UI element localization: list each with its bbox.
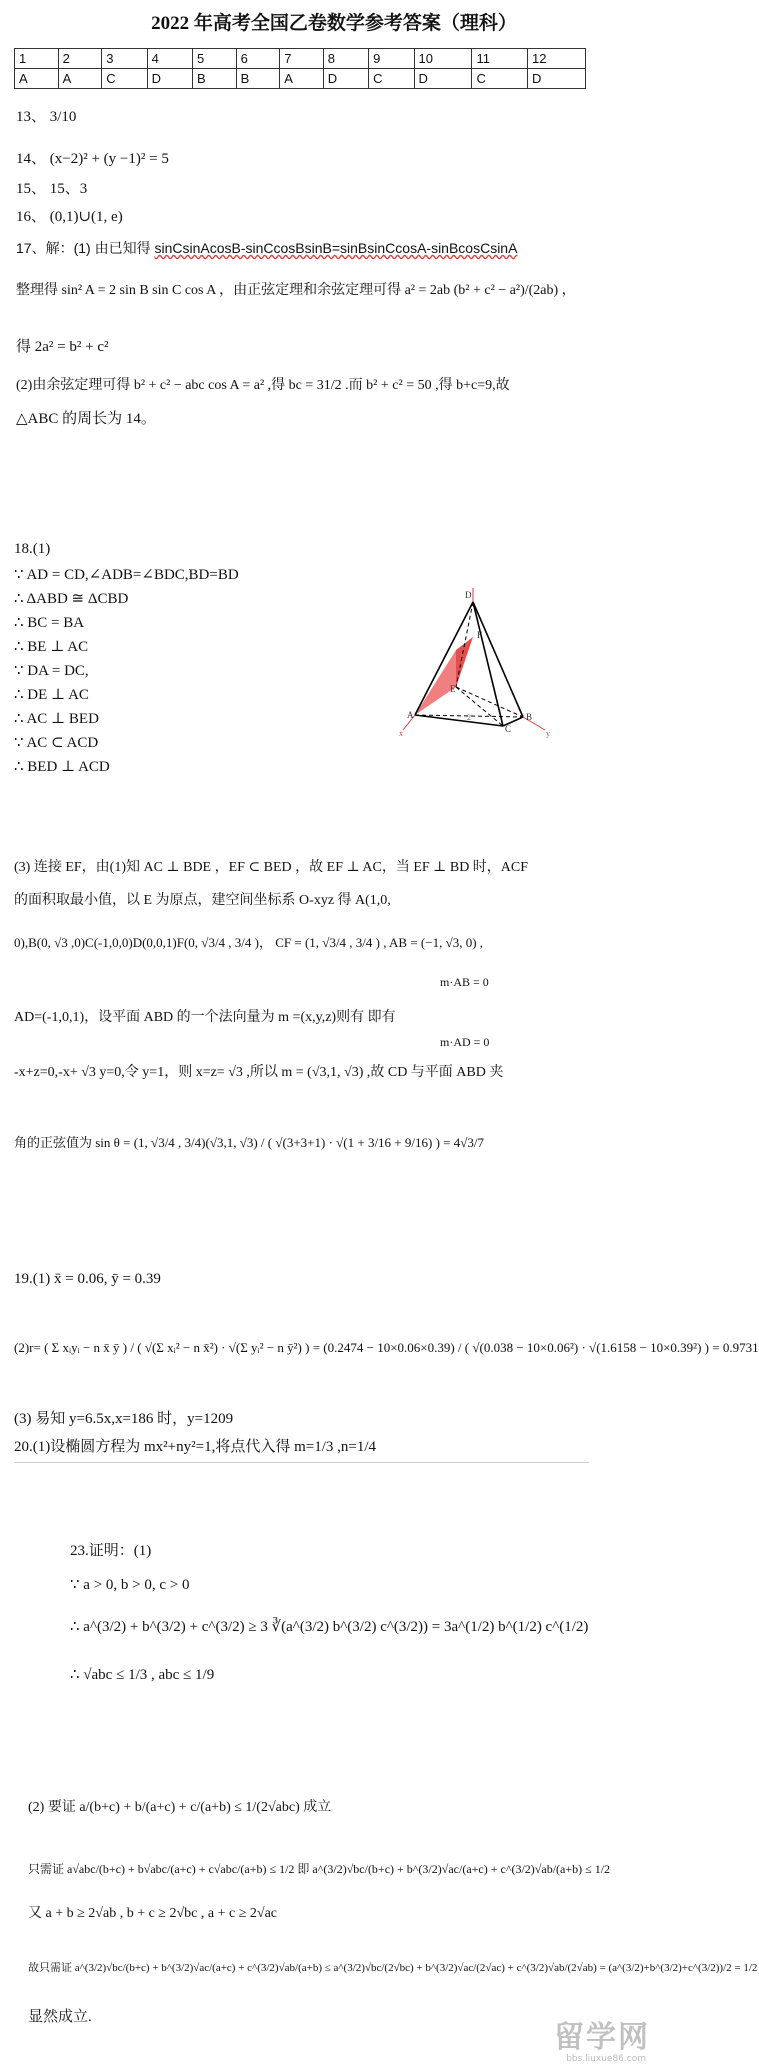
answer-table-answer: C — [472, 69, 528, 89]
answer-table-number: 3 — [102, 49, 147, 69]
q18-step: ∵ AD = CD,∠ADB=∠BDC,BD=BD — [14, 567, 239, 583]
answer-table-answer: D — [414, 69, 472, 89]
q23-l6: 又 a + b ≥ 2√ab , b + c ≥ 2√bc , a + c ≥ 2√ac — [28, 1906, 277, 1921]
q23-head: 23.证明：(1) — [70, 1543, 152, 1559]
q17-line2: 整理得 sin² A = 2 sin B sin C cos A ，由正弦定理和余弦定理可得 a² = 2ab (b² + c² − a²)/(2ab) ， — [16, 283, 576, 298]
answer-table-header-row — [15, 49, 586, 69]
answer-table-number: 9 — [369, 49, 414, 69]
q18-step: ∴ BC = BA — [14, 615, 85, 631]
q13-answer: 13、 3/10 — [16, 109, 77, 125]
answer-table-number: 1 — [15, 49, 59, 69]
q18-part3-line: (3) 连接 EF，由(1)知 AC ⊥ BDE ，EF ⊂ BED ，故 EF ⊥ AC，当 EF ⊥ BD 时，ACF — [14, 860, 529, 875]
label-D: D — [465, 590, 472, 600]
answer-table-number: 4 — [147, 49, 192, 69]
q18-step: ∴ AC ⊥ BED — [14, 711, 99, 727]
answer-table-number: 7 — [280, 49, 324, 69]
page-title: 2022 年高考全国乙卷数学参考答案（理科） — [151, 13, 517, 34]
q14-answer: 14、 (x−2)² + (y −1)² = 5 — [16, 151, 169, 167]
q18-step: ∴ BED ⊥ ACD — [14, 759, 110, 775]
q17-line1 — [16, 240, 517, 257]
watermark-url: bbs.liuxue86.com — [566, 2054, 646, 2064]
answer-table-answer-row — [15, 69, 586, 89]
q19-line1: 19.(1) x̄ = 0.06, ȳ = 0.39 — [14, 1271, 161, 1287]
q18-step: ∵ AC ⊂ ACD — [14, 735, 99, 751]
q18-part3-line: m·AD = 0 — [440, 1035, 490, 1049]
q18-step: ∵ DA = DC, — [14, 663, 89, 679]
answer-table-answer: A — [280, 69, 324, 89]
answer-table-answer: C — [102, 69, 147, 89]
q23-l1: ∵ a > 0, b > 0, c > 0 — [70, 1577, 190, 1593]
answer-table-number: 12 — [527, 49, 585, 69]
q19-line2: (2)r= ( Σ xᵢyᵢ − n x̄ ȳ ) / ( √(Σ xᵢ² − n x̄²) · √(Σ yᵢ² − n ȳ²) ) = (0.2474 − 10×0.06×0.39) / ( √(0.038 − 10×0.06²) · √(1.6158 − 10×0.39²) ) = 0.9731 — [14, 1340, 759, 1355]
q18-part3-line: 0),B(0, √3 ,0)C(-1,0,0)D(0,0,1)F(0, √3/4 , 3/4 )， CF = (1, √3/4 , 3/4 ) , AB = (−1, √3, 0) , — [14, 935, 484, 950]
q18-part3-line: m·AB = 0 — [440, 975, 489, 989]
q18-part3-line: 的面积取最小值，以 E 为原点，建空间坐标系 O-xyz 得 A(1,0, — [14, 893, 391, 908]
answer-table-answer: B — [192, 69, 236, 89]
q18-part3-line: -x+z=0,-x+ √3 y=0,令 y=1，则 x=z= √3 ,所以 m = (√3,1, √3) ,故 CD 与平面 ABD 夹 — [14, 1065, 504, 1080]
answer-table-number: 6 — [236, 49, 280, 69]
q17-line1-prefix: 17、解：(1) 由已知得 — [16, 240, 155, 256]
label-B: B — [526, 712, 533, 722]
answer-table-answer: B — [236, 69, 280, 89]
q17-line1-formula: sinCsinAcosB-sinCcosBsinB=sinBsinCcosA-sinBcosCsinA — [154, 240, 518, 256]
q23-l3: ∴ √abc ≤ 1/3 , abc ≤ 1/9 — [70, 1667, 215, 1683]
q17-line3: 得 2a² = b² + c² — [16, 339, 109, 355]
q23-l8: 显然成立. — [28, 2009, 92, 2025]
label-2: 2 — [467, 713, 471, 722]
label-C: C — [505, 724, 512, 734]
answer-table — [14, 48, 586, 89]
q18-part3-line: AD=(-1,0,1)，设平面 ABD 的一个法向量为 m =(x,y,z)则有 即有 — [14, 1010, 396, 1025]
answer-table-number: 10 — [414, 49, 472, 69]
q23-l4: (2) 要证 a/(b+c) + b/(a+c) + c/(a+b) ≤ 1/(2√abc) 成立 — [28, 1800, 332, 1815]
answer-table-answer: C — [369, 69, 414, 89]
q23-l7: 故只需证 a^(3/2)√bc/(b+c) + b^(3/2)√ac/(a+c) + c^(3/2)√ab/(a+b) ≤ a^(3/2)√bc/(2√bc) + b^(3/2)√ac/(2√ac) + c^(3/2)√ab/(2√ab) = (a^(3/2)+b^(3/2)+c^(3/2))/2 = 1/2 — [28, 1962, 758, 1974]
q18-step: ∴ BE ⊥ AC — [14, 639, 89, 655]
watermark-logo: 留学网 — [554, 2020, 650, 2055]
label-A: A — [407, 710, 414, 720]
label-x: x — [399, 729, 403, 738]
q23-l2: ∴ a^(3/2) + b^(3/2) + c^(3/2) ≥ 3 ∛(a^(3/2) b^(3/2) c^(3/2)) = 3a^(1/2) b^(1/2) c^(1/2) — [70, 1619, 589, 1635]
q18-part3-line: 角的正弦值为 sin θ = (1, √3/4 , 3/4)(√3,1, √3) / ( √(3+3+1) · √(1 + 3/16 + 9/16) ) = 4√3/7 — [14, 1135, 484, 1150]
tetrahedron-figure — [355, 580, 555, 740]
divider — [14, 1462, 589, 1463]
label-E: E — [450, 684, 456, 694]
answer-table-number: 5 — [192, 49, 236, 69]
label-y: y — [546, 729, 550, 738]
q23-l5: 只需证 a√abc/(b+c) + b√abc/(a+c) + c√abc/(a+b) ≤ 1/2 即 a^(3/2)√bc/(b+c) + b^(3/2)√ac/(a+c) + c^(3/2)√ab/(a+b) ≤ 1/2 — [28, 1862, 611, 1876]
q19-line3: (3) 易知 y=6.5x,x=186 时，y=1209 — [14, 1411, 234, 1427]
answer-table-answer: A — [15, 69, 59, 89]
answer-table-answer: D — [147, 69, 192, 89]
answer-table-number: 8 — [323, 49, 368, 69]
q18-head: 18.(1) — [14, 541, 51, 557]
q16-answer: 16、 (0,1)∪(1, e) — [16, 209, 123, 225]
q18-step: ∴ ΔABD ≅ ΔCBD — [14, 591, 129, 607]
label-1: 1 — [458, 658, 462, 667]
answer-table-number: 2 — [58, 49, 102, 69]
q15-answer: 15、 15、3 — [16, 181, 88, 197]
shaded-triangle — [415, 650, 456, 715]
answer-table-number: 11 — [472, 49, 528, 69]
q20-line: 20.(1)设椭圆方程为 mx²+ny²=1,将点代入得 m=1/3 ,n=1/4 — [14, 1439, 376, 1455]
answer-table-answer: A — [58, 69, 102, 89]
label-F: F — [477, 630, 483, 640]
answer-table-answer: D — [527, 69, 585, 89]
answer-table-answer: D — [323, 69, 368, 89]
q17-line4: (2)由余弦定理可得 b² + c² − abc cos A = a² ,得 bc = 31/2 .而 b² + c² = 50 ,得 b+c=9,故 — [16, 378, 510, 393]
q17-line5: △ABC 的周长为 14。 — [16, 411, 156, 427]
q18-step: ∴ DE ⊥ AC — [14, 687, 89, 703]
